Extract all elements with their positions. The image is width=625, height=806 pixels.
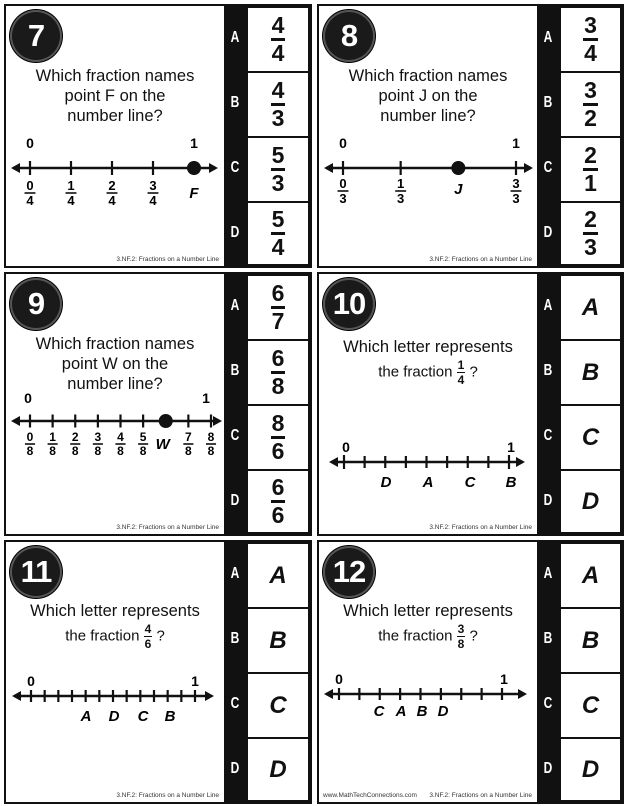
tick-fraction-label xyxy=(93,430,103,458)
denominator: 4 xyxy=(271,40,285,66)
answer-letter-value: A xyxy=(269,561,287,589)
denominator: 8 xyxy=(117,444,124,458)
answer-letter-b: B xyxy=(543,361,553,379)
one-label: 1 xyxy=(190,135,198,151)
numerator: 0 xyxy=(26,178,34,193)
question-text xyxy=(319,601,537,650)
question-line: number line? xyxy=(67,107,163,125)
answer-choices xyxy=(246,274,310,534)
one-label: 1 xyxy=(202,390,210,406)
number-line-diagram xyxy=(6,379,224,519)
tick-fraction-label xyxy=(66,178,77,208)
answer-choice-d[interactable] xyxy=(246,737,310,802)
left-arrow-icon xyxy=(11,416,20,426)
question-line: point W on the xyxy=(61,355,169,373)
left-arrow-icon xyxy=(324,689,333,699)
question-line-text: the fraction xyxy=(378,627,453,645)
number-line-diagram xyxy=(319,662,537,802)
denominator: 1 xyxy=(584,170,597,196)
task-card-7 xyxy=(4,4,312,268)
denominator: 3 xyxy=(271,105,285,131)
point-label: A xyxy=(80,708,92,725)
question-fraction xyxy=(144,623,153,650)
question-line: number line? xyxy=(380,107,476,125)
answer-choice-a[interactable] xyxy=(559,542,622,609)
question-panel xyxy=(319,6,537,266)
denominator: 3 xyxy=(512,191,520,206)
answer-letter-d: D xyxy=(543,223,553,241)
answer-letter-a: A xyxy=(230,28,240,46)
answer-letter-a: A xyxy=(543,28,553,46)
question-mark: ? xyxy=(469,363,478,381)
answer-fraction xyxy=(271,144,286,195)
answer-letter-b: B xyxy=(543,629,553,647)
one-label: 1 xyxy=(191,673,199,689)
numerator: 3 xyxy=(457,622,465,636)
denominator: 4 xyxy=(67,193,75,208)
zero-label: 0 xyxy=(24,390,32,406)
answer-choices xyxy=(559,274,622,534)
answer-letter-value: A xyxy=(581,293,600,321)
number-line-diagram xyxy=(6,126,224,266)
answer-letter-value: D xyxy=(269,755,287,783)
point-dot xyxy=(187,161,201,175)
zero-label: 0 xyxy=(335,671,343,687)
standard-footer: 3.NF.2: Fractions on a Number Line xyxy=(116,256,219,263)
question-line: point F on the xyxy=(64,87,166,105)
answer-choice-a[interactable] xyxy=(559,6,622,73)
denominator: 4 xyxy=(584,40,597,66)
tick-fraction-label xyxy=(206,430,216,458)
tick-fraction-label xyxy=(70,430,80,458)
numerator: 5 xyxy=(139,430,147,444)
left-arrow-icon xyxy=(11,163,20,173)
question-mark: ? xyxy=(469,627,478,645)
question-text xyxy=(319,337,537,386)
answer-choice-a[interactable] xyxy=(246,542,310,609)
answer-letter-c: C xyxy=(230,694,240,712)
standard-footer: 3.NF.2: Fractions on a Number Line xyxy=(116,524,219,531)
answer-choice-d[interactable] xyxy=(559,737,622,802)
card-number-badge: 10 xyxy=(323,278,375,330)
question-text xyxy=(6,601,224,650)
standard-footer: 3.NF.2: Fractions on a Number Line xyxy=(429,256,532,263)
denominator: 3 xyxy=(397,191,405,206)
left-arrow-icon xyxy=(12,691,21,701)
answer-choice-b[interactable] xyxy=(246,71,310,138)
answer-letter-d: D xyxy=(230,223,240,241)
denominator: 8 xyxy=(185,444,192,458)
answer-choice-d[interactable] xyxy=(559,469,622,534)
answer-choice-a[interactable] xyxy=(246,6,310,73)
denominator: 6 xyxy=(271,438,285,464)
answer-letter-b: B xyxy=(230,629,240,647)
denominator: 8 xyxy=(139,444,147,458)
zero-label: 0 xyxy=(27,673,35,689)
answer-letter-value: C xyxy=(581,691,600,719)
denominator: 4 xyxy=(271,234,285,260)
card-number-badge: 12 xyxy=(323,546,375,598)
answer-letter-b: B xyxy=(230,361,240,379)
numerator: 4 xyxy=(144,622,152,636)
denominator: 3 xyxy=(339,191,347,206)
point-label: C xyxy=(464,474,476,491)
point-dot xyxy=(451,161,465,175)
number-line-diagram xyxy=(319,394,537,534)
answer-letter-c: C xyxy=(543,426,553,444)
tick-fraction-label xyxy=(25,430,35,458)
answer-choice-b[interactable] xyxy=(559,71,622,138)
answer-fraction xyxy=(583,208,598,259)
answer-letter-value: C xyxy=(269,691,287,719)
right-arrow-icon xyxy=(516,457,525,467)
answer-fraction xyxy=(271,476,286,527)
point-label: B xyxy=(416,703,428,720)
answer-fraction xyxy=(583,14,598,65)
answer-letter-a: A xyxy=(230,296,240,314)
answer-letter-a: A xyxy=(543,564,553,582)
answer-choice-b[interactable] xyxy=(246,339,310,406)
standard-footer: 3.NF.2: Fractions on a Number Line xyxy=(429,524,532,531)
question-line xyxy=(6,623,224,650)
zero-label: 0 xyxy=(342,439,350,455)
answer-choices xyxy=(559,6,622,266)
question-line xyxy=(319,623,537,650)
number-line-diagram xyxy=(319,126,537,266)
answer-letter-d: D xyxy=(230,759,240,777)
point-label: J xyxy=(454,181,463,198)
question-panel xyxy=(6,542,224,802)
zero-label: 0 xyxy=(26,135,34,151)
tick-fraction-label xyxy=(25,178,36,208)
answer-choice-b[interactable] xyxy=(559,607,622,674)
denominator: 2 xyxy=(584,105,597,131)
numerator: 6 xyxy=(271,474,285,500)
answer-choice-c[interactable] xyxy=(246,136,310,203)
answer-choice-c[interactable] xyxy=(246,672,310,739)
answer-letter-c: C xyxy=(230,158,240,176)
numerator: 8 xyxy=(271,410,285,436)
question-line: point J on the xyxy=(378,87,478,105)
denominator: 8 xyxy=(26,444,34,458)
card-number-badge: 9 xyxy=(10,278,62,330)
numerator: 2 xyxy=(584,142,597,168)
standard-footer: 3.NF.2: Fractions on a Number Line xyxy=(116,792,219,799)
card-number-badge: 7 xyxy=(10,10,62,62)
tick-fraction-label xyxy=(395,176,406,206)
numerator: 6 xyxy=(271,280,285,306)
right-arrow-icon xyxy=(213,416,222,426)
answer-letter-c: C xyxy=(543,158,553,176)
question-panel xyxy=(319,274,537,534)
answer-fraction xyxy=(583,79,598,130)
point-label: B xyxy=(164,708,176,725)
denominator: 8 xyxy=(457,637,465,651)
answer-letter-strip xyxy=(224,542,246,802)
numerator: 7 xyxy=(185,430,192,444)
question-line-text: the fraction xyxy=(378,363,453,381)
denominator: 8 xyxy=(49,444,56,458)
denominator: 4 xyxy=(457,373,465,387)
answer-letter-value: C xyxy=(581,423,600,451)
answer-choice-c[interactable] xyxy=(559,672,622,739)
tick-fraction-label xyxy=(115,430,125,458)
answer-letter-c: C xyxy=(230,426,240,444)
task-card-12 xyxy=(317,540,624,804)
answer-letter-c: C xyxy=(543,694,553,712)
tick-fraction-label xyxy=(138,430,148,458)
point-label: F xyxy=(189,185,199,202)
answer-letter-strip xyxy=(537,274,559,534)
numerator: 3 xyxy=(149,178,157,193)
denominator: 8 xyxy=(271,373,285,399)
denominator: 8 xyxy=(207,444,215,458)
answer-letter-strip xyxy=(537,542,559,802)
answer-choice-a[interactable] xyxy=(246,274,310,341)
numerator: 1 xyxy=(67,178,75,193)
tick-fraction-label xyxy=(338,176,349,206)
answer-fraction xyxy=(583,144,598,195)
answer-letter-b: B xyxy=(543,93,553,111)
answer-letter-value: A xyxy=(581,561,600,589)
answer-fraction xyxy=(271,347,286,398)
one-label: 1 xyxy=(500,671,508,687)
denominator: 4 xyxy=(149,193,157,208)
question-fraction xyxy=(457,623,466,650)
answer-choices xyxy=(246,542,310,802)
left-arrow-icon xyxy=(329,457,338,467)
numerator: 2 xyxy=(108,178,116,193)
numerator: 1 xyxy=(397,176,405,191)
answer-choice-c[interactable] xyxy=(246,404,310,471)
denominator: 4 xyxy=(108,193,116,208)
right-arrow-icon xyxy=(209,163,218,173)
answer-choice-a[interactable] xyxy=(559,274,622,341)
tick-fraction-label xyxy=(48,430,58,458)
numerator: 3 xyxy=(584,77,597,103)
answer-choice-c[interactable] xyxy=(559,404,622,471)
left-arrow-icon xyxy=(324,163,333,173)
right-arrow-icon xyxy=(518,689,527,699)
answer-letter-value: B xyxy=(269,626,287,654)
numerator: 3 xyxy=(512,176,520,191)
answer-letter-strip xyxy=(224,6,246,266)
tick-fraction-label xyxy=(183,430,193,458)
tick-fraction-label xyxy=(511,176,522,206)
answer-choice-b[interactable] xyxy=(559,339,622,406)
tick-fraction-label xyxy=(148,178,159,208)
question-line xyxy=(319,359,537,386)
denominator: 3 xyxy=(271,170,285,196)
answer-letter-value: D xyxy=(581,487,600,515)
answer-choice-c[interactable] xyxy=(559,136,622,203)
question-line: Which letter represents xyxy=(343,338,513,356)
question-line: Which fraction names xyxy=(348,67,508,85)
denominator: 8 xyxy=(94,444,102,458)
denominator: 7 xyxy=(271,308,285,334)
numerator: 1 xyxy=(457,358,465,372)
card-number-badge: 11 xyxy=(10,546,62,598)
question-line-text: the fraction xyxy=(65,627,140,645)
answer-letter-d: D xyxy=(230,491,240,509)
point-label: D xyxy=(437,703,449,720)
answer-choice-d[interactable] xyxy=(559,201,622,266)
answer-letter-strip xyxy=(537,6,559,266)
numerator: 5 xyxy=(271,206,285,232)
right-arrow-icon xyxy=(205,691,214,701)
numerator: 4 xyxy=(271,77,285,103)
point-label: A xyxy=(422,474,434,491)
answer-letter-a: A xyxy=(543,296,553,314)
denominator: 3 xyxy=(584,234,597,260)
question-line: Which letter represents xyxy=(343,602,513,620)
task-card-10 xyxy=(317,272,624,536)
denominator: 6 xyxy=(144,637,152,651)
question-panel xyxy=(6,274,224,534)
task-card-9 xyxy=(4,272,312,536)
point-label: D xyxy=(108,708,120,725)
answer-letter-value: B xyxy=(581,358,600,386)
denominator: 4 xyxy=(26,193,34,208)
question-line: Which fraction names xyxy=(35,335,195,353)
answer-fraction xyxy=(271,79,286,130)
answer-choice-d[interactable] xyxy=(246,469,310,534)
question-fraction xyxy=(457,359,466,386)
standard-footer: 3.NF.2: Fractions on a Number Line xyxy=(429,792,532,799)
numerator: 3 xyxy=(94,430,102,444)
answer-fraction xyxy=(271,282,286,333)
numerator: 6 xyxy=(271,345,285,371)
one-label: 1 xyxy=(507,439,515,455)
task-card-8 xyxy=(317,4,624,268)
task-card-11 xyxy=(4,540,312,804)
answer-fraction xyxy=(271,208,286,259)
numerator: 4 xyxy=(117,430,124,444)
answer-choices xyxy=(559,542,622,802)
answer-fraction xyxy=(271,412,286,463)
point-label: C xyxy=(137,708,149,725)
numerator: 1 xyxy=(49,430,56,444)
answer-letter-d: D xyxy=(543,759,553,777)
question-text xyxy=(6,66,224,126)
question-mark: ? xyxy=(156,627,165,645)
answer-fraction xyxy=(271,14,286,65)
point-label: C xyxy=(373,703,385,720)
numerator: 4 xyxy=(271,12,285,38)
point-dot xyxy=(159,414,173,428)
question-text xyxy=(319,66,537,126)
denominator: 6 xyxy=(271,502,285,528)
point-label: W xyxy=(155,436,170,453)
numerator: 2 xyxy=(71,430,79,444)
denominator: 8 xyxy=(71,444,79,458)
point-label: A xyxy=(395,703,407,720)
answer-letter-strip xyxy=(224,274,246,534)
numerator: 5 xyxy=(271,142,285,168)
answer-letter-d: D xyxy=(543,491,553,509)
point-label: D xyxy=(380,474,392,491)
numerator: 8 xyxy=(207,430,215,444)
answer-letter-value: B xyxy=(581,626,600,654)
question-line: Which fraction names xyxy=(35,67,195,85)
website-footer: www.MathTechConnections.com xyxy=(323,792,417,799)
numerator: 3 xyxy=(584,12,597,38)
question-panel xyxy=(6,6,224,266)
right-arrow-icon xyxy=(524,163,533,173)
point-label: B xyxy=(505,474,517,491)
answer-choices xyxy=(246,6,310,266)
numerator: 0 xyxy=(339,176,347,191)
card-number-badge: 8 xyxy=(323,10,375,62)
tick-fraction-label xyxy=(107,178,118,208)
numerator: 0 xyxy=(26,430,34,444)
number-line-diagram xyxy=(6,662,224,802)
question-line: Which letter represents xyxy=(30,602,200,620)
zero-label: 0 xyxy=(339,135,347,151)
numerator: 2 xyxy=(584,206,597,232)
answer-letter-value: D xyxy=(581,755,600,783)
one-label: 1 xyxy=(512,135,520,151)
answer-choice-d[interactable] xyxy=(246,201,310,266)
answer-letter-a: A xyxy=(230,564,240,582)
question-line: number line? xyxy=(67,375,163,393)
question-panel xyxy=(319,542,537,802)
answer-letter-b: B xyxy=(230,93,240,111)
answer-choice-b[interactable] xyxy=(246,607,310,674)
